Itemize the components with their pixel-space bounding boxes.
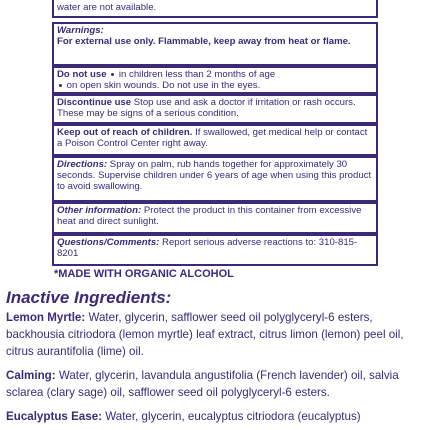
questions-text: Report serious adverse reactions to: 310-815-8201	[57, 237, 358, 259]
top-clipped-box	[52, 0, 378, 18]
ingredient-text: Water, glycerin, safflower seed oil polyglyceryl-6 esters, backhousia citriodora (lemon myrtle) leaf extract, citrus limon (lemon) peel oil, citrus aurantifolia (lime) oil.	[6, 311, 404, 358]
do-not-use-line2: on open skin wounds. Do not use in the eyes.	[66, 80, 261, 91]
bullet-icon	[59, 84, 62, 87]
ingredient-calming	[6, 367, 426, 401]
ingredient-text: Water, glycerin, lavandula angustifolia (French lavender) oil, salvia sclarea (clary sage) oil, safflower seed oil polyglyceryl-6 esters.	[6, 369, 399, 399]
questions-label: Questions/Comments:	[57, 237, 160, 248]
other-info-label: Other information:	[57, 205, 142, 216]
warnings-box	[52, 22, 378, 66]
ingredient-name: Eucalyptus Ease:	[6, 410, 103, 423]
discontinue-text: Stop use and ask a doctor if irritation or rash occurs. These may be signs of a serious condition.	[57, 97, 356, 119]
discontinue-label: Discontinue use	[57, 97, 132, 108]
directions-text: Spray on palm, rub hands together for approximately 30 seconds. Supervise children under 6 years of age when using this product to avoid swallowing.	[57, 159, 372, 192]
questions-box	[52, 234, 378, 266]
bullet-icon	[111, 73, 114, 76]
other-info-text: Protect the product in this container from excessive heat and direct sunlight.	[57, 205, 362, 227]
other-info-box	[52, 202, 378, 234]
ingredient-name: Lemon Myrtle:	[6, 311, 86, 324]
inactive-ingredients-title: Inactive Ingredients:	[6, 288, 172, 307]
ingredient-text: Water, glycerin, eucalyptus citriodora (eucalyptus)	[105, 410, 361, 423]
do-not-use-box	[52, 66, 378, 94]
ingredient-name: Calming:	[6, 369, 56, 382]
keep-out-text: If swallowed, get medical help or contact a Poison Control Center right away.	[57, 127, 368, 149]
organic-note: *MADE WITH ORGANIC ALCOHOL	[54, 268, 234, 280]
keep-out-box	[52, 124, 378, 156]
do-not-use-label: Do not use	[57, 69, 107, 80]
directions-box	[52, 156, 378, 202]
ingredient-eucalyptus-ease	[6, 408, 426, 425]
warnings-text: For external use only. Flammable, keep away from heat or flame.	[57, 36, 351, 47]
warnings-heading: Warnings:	[57, 25, 104, 36]
keep-out-label: Keep out of reach of children.	[57, 127, 193, 138]
top-text: water are not available.	[57, 2, 157, 13]
discontinue-box	[52, 94, 378, 124]
do-not-use-line1: in children less than 2 months of age	[118, 69, 276, 80]
directions-label: Directions:	[57, 159, 108, 170]
ingredient-lemon-myrtle	[6, 309, 426, 360]
